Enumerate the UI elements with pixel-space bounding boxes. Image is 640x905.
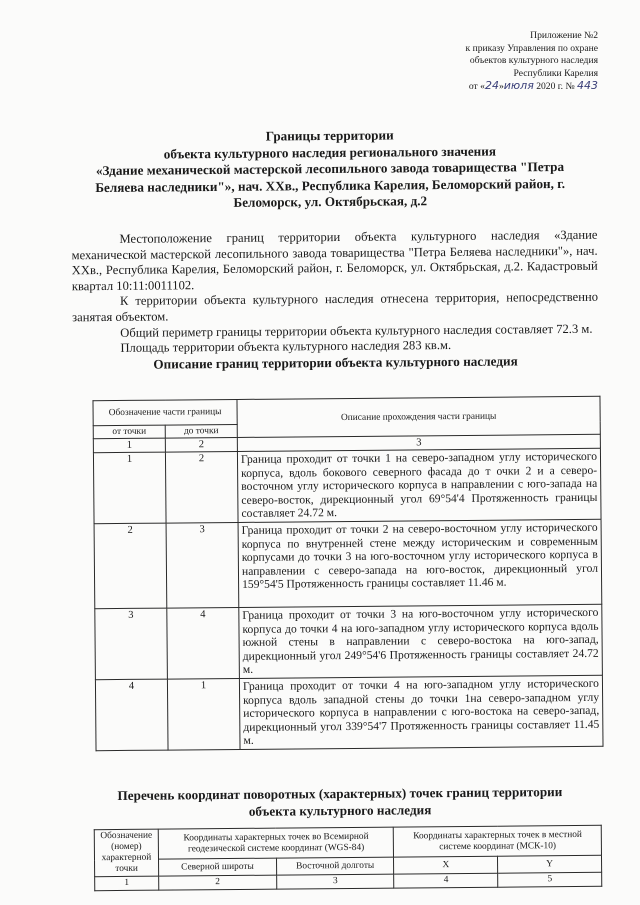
to-point: 1: [167, 678, 240, 750]
appendix-line: к приказу Управления по охране: [465, 42, 598, 54]
segment-description: Граница проходит от точки 3 на юго-восточном углу исторического корпуса до точки 4 на юго-западном углу исторического корпуса вдоль южной стены в направлении с северо-востока на юго-запад, дирекционный угол 249°54'6 Протяженность границы составляет 24.72 м.: [239, 604, 603, 678]
col-header-to: до точки: [165, 424, 237, 438]
document-body: [71, 228, 598, 373]
segment-description: Граница проходит от точки 4 на юго-западном углу исторического корпуса вдоль западной стены до точки 1на северо-западном углу исторического корпуса в направлении с юго-востока на северо-запад, дирекционный угол 339°54'7 Протяженность границы составляет 11.45 м.: [239, 675, 603, 749]
table-row: [94, 519, 602, 608]
section-heading: Описание границ территории объекта культурного наследия: [153, 353, 518, 372]
segment-description: Граница проходит от точки 1 на северо-западном углу исторического корпуса, вдоль бокового северного фасада до т очки 2 и а северо-восточном углу исторического корпуса в направлении с юго-запада на северо-восток, дирекционный угол 69°54'4 Протяженность границы составляет 24.72 м.: [237, 448, 601, 522]
col-header-point: Обозначение (номер) характерной точки: [94, 829, 158, 877]
title-line: «Здание механической мастерской лесопильного завода товарищества "Петра Беляева наследники"», нач. ХХв., Республика Карелия, Беломорский район, г. Беломорск, ул. Октябрьская, д.2: [95, 159, 566, 211]
handwritten-number: 443: [577, 79, 598, 93]
col-number: 2: [159, 875, 277, 890]
col-header-y: Y: [498, 855, 602, 873]
col-number: 5: [498, 872, 602, 887]
col-number: 4: [394, 873, 498, 888]
handwritten-day: 24: [484, 79, 499, 93]
col-header-desc: Описание прохождения части границы: [237, 396, 600, 437]
appendix-line: Приложение №2: [530, 30, 598, 41]
to-point: 3: [166, 522, 239, 608]
coordinates-heading: [80, 784, 600, 822]
col-number: 1: [93, 438, 165, 453]
appendix-line: объектов культурного наследия: [469, 55, 598, 67]
col-header-from: от точки: [93, 425, 165, 439]
from-point: 4: [95, 679, 168, 751]
col-header-part: Обозначение части границы: [93, 399, 237, 425]
location-paragraph: Местоположение границ территории объекта культурного наследия «Здание механической мастерской лесопильного завода товарищества "Петра Беляева наследники"», нач. ХХв., Республика Карелия, Беломорский район, г. Беломорск, ул. Октябрьская, д.2. Кадастровый квартал 10:11:0011102.: [71, 227, 598, 294]
segment-description: Граница проходит от точки 2 на северо-восточном углу исторического корпуса по внутренней стене между историческим и современным корпусами до точки 3 на юго-восточном углу исторического корпуса в направлении с северо-запада на юго-восток, дирекционный угол 159°54'5 Протяженность границы составляет 11.46 м.: [238, 519, 602, 607]
col-number: 1: [95, 876, 159, 891]
table-row: [95, 604, 603, 679]
date-year: 2020 г. №: [533, 81, 577, 93]
territory-paragraph: К территории объекта культурного наследия отнесена территория, непосредственно занятая объектом.: [72, 290, 599, 325]
heading-line: Перечень координат поворотных (характерных) точек границ территории: [117, 784, 563, 803]
appendix-line: Республики Карелия: [513, 67, 598, 79]
from-point: 1: [93, 452, 166, 524]
document-title: [70, 126, 591, 214]
from-point: 2: [94, 523, 167, 609]
col-header-x: X: [394, 856, 498, 874]
handwritten-month: июля: [503, 79, 534, 93]
perimeter-paragraph: Общий периметр границы территории объекта культурного наследия составляет 72.3 м.: [120, 321, 593, 340]
col-header-wgs: Координаты характерных точек во Всемирной геодезической системе координат (WGS-84): [158, 827, 394, 859]
coordinates-table: [94, 825, 603, 891]
boundary-description-table: [92, 396, 603, 751]
table-row: [93, 448, 601, 523]
to-point: 2: [165, 451, 238, 523]
area-paragraph: Площадь территории объекта культурного наследия 283 кв.м.: [120, 338, 452, 356]
col-header-lon: Восточной долготы: [276, 857, 394, 875]
from-point: 3: [95, 608, 168, 680]
col-header-msk: Координаты характерных точек в местной системе координат (МСК-10): [394, 825, 602, 857]
col-header-lat: Северной широты: [158, 858, 276, 876]
order-date: [368, 80, 598, 94]
date-mid: »: [498, 81, 504, 93]
heading-line: объекта культурного наследия: [248, 801, 432, 819]
col-number: 3: [237, 434, 600, 451]
title-line: Границы территории: [265, 127, 394, 144]
title-line: объекта культурного наследия регионального значения: [163, 143, 497, 162]
appendix-header: [368, 30, 598, 94]
col-number: 2: [165, 437, 237, 452]
date-prefix: от «: [468, 81, 485, 93]
table-row: [95, 675, 603, 750]
col-number: 3: [276, 874, 394, 889]
to-point: 4: [167, 607, 240, 679]
